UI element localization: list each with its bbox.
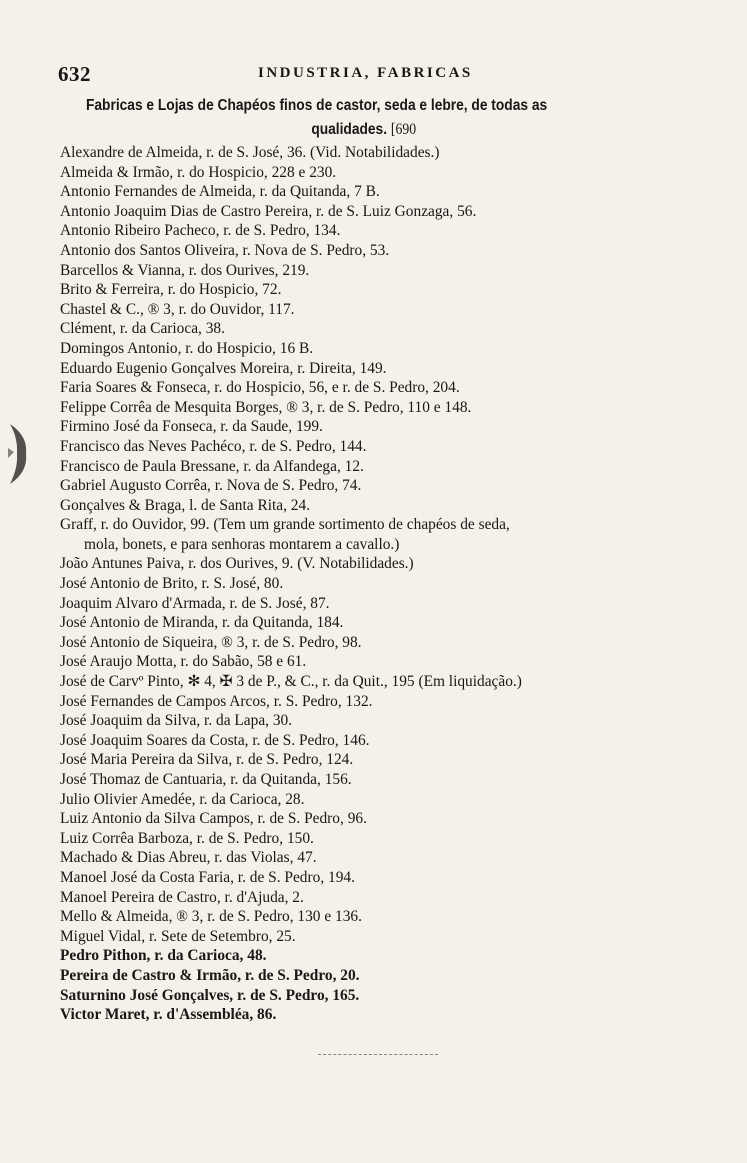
margin-ornament-icon <box>6 418 32 490</box>
entry-text: Gonçalves & Braga, l. de Santa Rita, 24. <box>60 496 311 514</box>
list-item <box>60 378 700 398</box>
list-item <box>60 594 700 614</box>
entry-text: José Antonio de Siqueira, ® 3, r. de S. Pedro, 98. <box>60 633 362 651</box>
list-item <box>60 515 700 554</box>
list-item <box>60 280 700 300</box>
running-title: INDUSTRIA, FABRICAS <box>258 65 473 81</box>
list-item <box>60 986 700 1006</box>
entry-text: José Thomaz de Cantuaria, r. da Quitanda, 156. <box>60 771 352 788</box>
list-item <box>60 633 700 653</box>
section-heading-line1: Fabricas e Lojas de Chapéos finos de castor, seda e lebre, de todas as <box>86 97 548 114</box>
list-item <box>60 613 700 633</box>
list-item <box>60 182 700 202</box>
list-item <box>60 692 700 712</box>
entry-text: Barcellos & Vianna, r. dos Ourives, 219. <box>60 261 310 279</box>
list-item <box>60 672 700 692</box>
list-item <box>60 868 700 888</box>
entry-text: Firmino José da Fonseca, r. da Saude, 199. <box>60 418 323 436</box>
list-item <box>60 319 700 339</box>
entry-text: Chastel & C., ® 3, r. do Ouvidor, 117. <box>60 300 295 318</box>
entry-text: Brito & Ferreira, r. do Hospicio, 72. <box>60 281 282 299</box>
section-heading <box>86 94 602 142</box>
entry-text: Almeida & Irmão, r. do Hospicio, 228 e 230. <box>60 163 337 181</box>
list-item <box>60 476 700 496</box>
list-item <box>60 907 700 927</box>
section-heading-line2-wrap <box>86 118 602 142</box>
list-item <box>60 359 700 379</box>
entry-text: Alexandre de Almeida, r. de S. José, 36. (Vid. Notabilidades.) <box>60 144 440 161</box>
entry-text: Luiz Corrêa Barboza, r. de S. Pedro, 150. <box>60 829 314 847</box>
section-heading-line2: qualidades. <box>311 121 388 138</box>
entry-text: Saturnino José Gonçalves, r. de S. Pedro, 165. <box>60 986 360 1004</box>
list-item <box>60 574 700 594</box>
list-item <box>60 300 700 320</box>
list-item <box>60 339 700 359</box>
entry-text: José Antonio de Miranda, r. da Quitanda, 184. <box>60 614 344 632</box>
list-item <box>60 1005 700 1025</box>
entry-text: José Joaquim Soares da Costa, r. de S. Pedro, 146. <box>60 731 370 749</box>
entry-text: Joaquim Alvaro d'Armada, r. de S. José, 87. <box>60 594 330 612</box>
entry-text: José Maria Pereira da Silva, r. de S. Pedro, 124. <box>60 751 354 769</box>
entry-text: Gabriel Augusto Corrêa, r. Nova de S. Pedro, 74. <box>60 477 362 495</box>
entry-text: Graff, r. do Ouvidor, 99. (Tem um grande sortimento de chapéos de seda, <box>60 516 510 534</box>
entry-text: José Fernandes de Campos Arcos, r. S. Pedro, 132. <box>60 692 373 710</box>
entry-text: Machado & Dias Abreu, r. das Violas, 47. <box>60 849 317 867</box>
list-item <box>60 790 700 810</box>
list-item <box>60 241 700 261</box>
list-item <box>60 711 700 731</box>
entry-text: José de Carvº Pinto, ✻ 4, ✠ 3 de P., & C., r. da Quit., 195 (Em liquidação.) <box>60 673 522 691</box>
entry-text: Antonio Joaquim Dias de Castro Pereira, r. de S. Luiz Gonzaga, 56. <box>60 202 477 220</box>
entry-text: Antonio Fernandes de Almeida, r. da Quitanda, 7 B. <box>60 183 380 201</box>
entry-continuation: mola, bonets, e para senhoras montarem a cavallo.) <box>84 535 400 553</box>
entry-text: Francisco de Paula Bressane, r. da Alfandega, 12. <box>60 457 364 475</box>
list-item <box>60 652 700 672</box>
list-item <box>60 731 700 751</box>
list-item <box>60 261 700 281</box>
entry-text: João Antunes Paiva, r. dos Ourives, 9. (V. Notabilidades.) <box>60 555 414 573</box>
list-item <box>60 927 700 947</box>
list-item <box>60 143 700 163</box>
list-item <box>60 888 700 908</box>
entry-text: Eduardo Eugenio Gonçalves Moreira, r. Direita, 149. <box>60 359 387 377</box>
entry-text: Domingos Antonio, r. do Hospicio, 16 B. <box>60 339 314 357</box>
list-item <box>60 848 700 868</box>
entry-text: José Joaquim da Silva, r. da Lapa, 30. <box>60 712 293 730</box>
entry-text: Pereira de Castro & Irmão, r. de S. Pedro, 20. <box>60 966 360 984</box>
list-item <box>60 829 700 849</box>
entry-text: Francisco das Neves Pachéco, r. de S. Pedro, 144. <box>60 437 367 455</box>
entry-text: Felippe Corrêa de Mesquita Borges, ® 3, r. de S. Pedro, 110 e 148. <box>60 398 472 416</box>
list-item <box>60 770 700 790</box>
entry-text: Clément, r. da Carioca, 38. <box>60 320 225 338</box>
page-header <box>58 62 698 86</box>
list-item <box>60 809 700 829</box>
section-reference: [690 <box>390 121 417 138</box>
entry-text: Luiz Antonio da Silva Campos, r. de S. Pedro, 96. <box>60 810 367 828</box>
list-item <box>60 417 700 437</box>
list-item <box>60 437 700 457</box>
list-item <box>60 457 700 477</box>
page-number: 632 <box>58 62 91 86</box>
entry-text: Victor Maret, r. d'Assembléa, 86. <box>60 1006 277 1024</box>
list-item <box>60 496 700 516</box>
entry-text: Manoel José da Costa Faria, r. de S. Pedro, 194. <box>60 868 355 886</box>
list-item <box>60 398 700 418</box>
entry-text: Antonio dos Santos Oliveira, r. Nova de S. Pedro, 53. <box>60 241 390 259</box>
entry-text: Faria Soares & Fonseca, r. do Hospicio, 56, e r. de S. Pedro, 204. <box>60 379 460 397</box>
entry-text: Mello & Almeida, ® 3, r. de S. Pedro, 130 e 136. <box>60 908 362 926</box>
list-item <box>60 946 700 966</box>
closing-rule <box>318 1054 438 1055</box>
list-item <box>60 966 700 986</box>
list-item <box>60 202 700 222</box>
entry-text: Manoel Pereira de Castro, r. d'Ajuda, 2. <box>60 888 304 906</box>
list-item <box>60 163 700 183</box>
list-item <box>60 554 700 574</box>
entry-text: Julio Olivier Amedée, r. da Carioca, 28. <box>60 790 305 808</box>
entry-list <box>60 143 700 1025</box>
list-item <box>60 221 700 241</box>
entry-text: José Antonio de Brito, r. S. José, 80. <box>60 575 284 593</box>
entry-text: Pedro Pithon, r. da Carioca, 48. <box>60 947 267 965</box>
entry-text: José Araujo Motta, r. do Sabão, 58 e 61. <box>60 653 307 671</box>
entry-text: Miguel Vidal, r. Sete de Setembro, 25. <box>60 927 296 945</box>
entry-text: Antonio Ribeiro Pacheco, r. de S. Pedro, 134. <box>60 222 341 240</box>
list-item <box>60 750 700 770</box>
